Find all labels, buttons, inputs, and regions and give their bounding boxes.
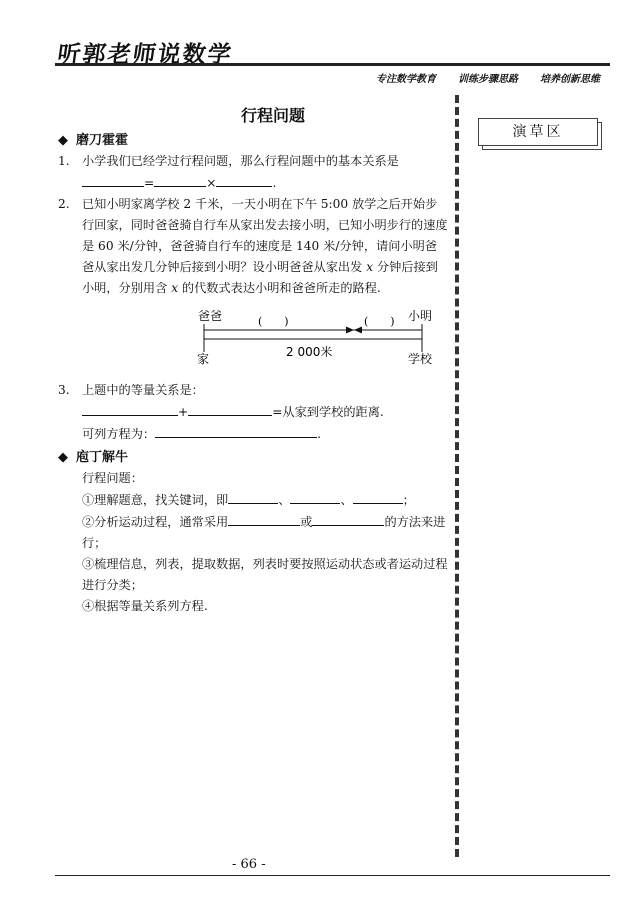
brand-title: 听郭老师说数学 [55,42,235,68]
answer-blank[interactable] [82,172,144,187]
answer-blank[interactable] [188,401,272,416]
note-step-4: ④根据等量关系列方程. [82,599,208,613]
draft-area-label [478,118,598,146]
slogan-1: 专注数学教育 [376,74,436,85]
label-xiaoming: 小明 [408,309,433,323]
answer-blank[interactable] [154,172,206,187]
question-1-number: 1. [58,154,70,168]
answer-blank[interactable] [82,401,178,416]
period: . [317,427,321,441]
label-school: 学校 [408,352,433,366]
question-2-number: 2. [58,197,70,211]
plus-sign: + [178,405,189,419]
section-heading-2-text: 庖丁解牛 [76,450,129,465]
page-number: - 66 - [232,857,266,872]
draft-box: 演草区 [478,118,598,146]
section-heading-1 [58,130,448,151]
answer-blank[interactable] [290,489,340,504]
dashed-divider [455,95,459,857]
times-sign: × [206,176,217,190]
question-1 [58,151,448,194]
equation-blank[interactable] [155,423,317,438]
page-title: 行程问题 [240,106,305,125]
slogan-3: 培养创新思维 [540,74,600,85]
label-dad: 爸爸 [198,309,223,323]
answer-blank[interactable] [228,489,278,504]
distance-diagram [58,305,448,374]
note-step-2: ②分析运动过程，通常采用 或 的方法来进行； [82,511,448,554]
question-2 [58,194,448,299]
dad-arrow-head [346,327,354,334]
dad-distance-paren: ( ) [258,315,289,328]
xiaoming-arrow-head [354,327,362,334]
xiaoming-distance-paren: ( ) [364,315,395,328]
note-step-3: ③梳理信息，列表，提取数据，列表时要按照运动状态或者运动过程进行分类； [82,557,448,592]
answer-blank[interactable] [353,489,403,504]
question-1-text: 小学我们已经学过行程问题，那么行程问题中的基本关系是 [82,154,399,168]
question-3-text: 上题中的等量关系是： [82,383,204,397]
equation-prefix: 可列方程为： [82,427,156,441]
method-notes [58,468,448,617]
label-home: 家 [197,352,210,366]
question-3-tail: =从家到学校的距离. [272,405,384,419]
question-2-text: 已知小明家离学校 2 千米，一天小明在下午 5:00 放学之后开始步行回家，同时爸爸骑自行车从家出发去接小明，已知小明步行的速度是 60 米/分钟，爸爸骑自行车的速度是 140 米/分钟，请问小明爸爸从家出发几分钟后接到小明？设小明爸爸从家出发 x 分钟后接到小明，分别用含 x 的代数式表达小明和爸爸所走的路程. [82,197,448,295]
header-rule [55,63,610,66]
diamond-icon: ◆ [58,133,68,148]
notes-intro: 行程问题： [82,471,143,485]
question-3-number: 3. [58,383,70,397]
header-slogans [376,70,600,85]
diamond-icon: ◆ [58,450,68,465]
answer-blank[interactable] [312,511,384,526]
note-step-1: ①理解题意，找关键词，即 、 、 ； [82,489,448,511]
question-3 [58,380,448,445]
period: . [272,176,277,190]
worksheet-content [58,105,448,617]
answer-blank[interactable] [228,511,300,526]
section-heading-1-text: 磨刀霍霍 [76,133,129,148]
slogan-2: 训练步骤思路 [458,74,518,85]
distance-diagram-svg [58,305,448,367]
equals-sign: = [144,176,155,190]
label-distance: 2 000米 [286,345,333,359]
section-heading-2 [58,447,448,468]
answer-blank[interactable] [216,172,272,187]
footer-rule [55,875,610,876]
